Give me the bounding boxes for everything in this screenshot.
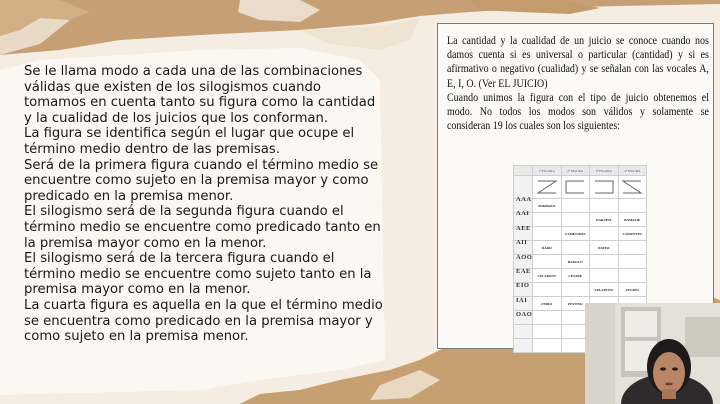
table-cell [561,241,590,255]
mode-label: OAO [516,311,533,319]
table-cell [618,255,647,269]
table-cell: CAMESTRES [561,227,590,241]
card-paragraph-cantidad: La cantidad y la cualidad de un juicio se conoce cuando nos damos cuenta si es universal o particular (cantidad) y si es afirmativo o negativo (cualidad) y se señalan con las vocales A, E, I, O. (Ver EL JUICIO) [447,35,709,90]
table-header-row [514,166,647,176]
body-text [24,64,384,345]
mode-label: AAI [516,210,530,218]
table-cell [618,269,647,283]
table-header-cell: 1ª FIGURA [533,166,562,176]
table-cell [561,283,590,297]
mode-label: IAI [516,296,528,304]
table-cell [533,227,562,241]
table-cell [533,339,562,353]
paragraph-cuarta-figura: La cuarta figura es aquella en la que el término medio se encuentra como predicado en la premisa mayor y como sujeto en la premisa menor. [24,297,383,345]
paragraph-tercera-figura: El silogismo será de la tercera figura cuando el término medio se encuentre como sujeto tanto en la premisa mayor como en la menor. [24,251,372,298]
figure-2-diagram [561,176,590,199]
table-header-cell: 2ª FIGURA [561,166,590,176]
table-cell: FESTINO [561,297,590,311]
figure-1-diagram [533,176,562,199]
table-cell [618,199,647,213]
table-row [514,199,647,213]
table-cell [590,199,619,213]
card-paragraph-modo: Cuando unimos la figura con el tipo de juicio obtenemos el modo. No todos los modos son válidos y solamente se consideran 19 los cuales son los siguientes: [447,91,709,133]
paragraph-figura: La figura se identifica según el lugar que ocupe el término medio dentro de las premisas. [24,126,355,157]
table-cell [533,311,562,325]
figure-3-diagram [590,176,619,199]
mode-label: AOO [516,253,533,261]
mode-label: AEE [516,224,531,232]
table-cell [590,227,619,241]
table-cell: BARBARA [533,199,562,213]
table-cell [533,255,562,269]
table-cell: FELAPTON [590,283,619,297]
table-cell: DARII [533,241,562,255]
mode-label: AAA [516,196,532,203]
table-row [514,255,647,269]
table-header-cell: 4ª FIGURA [618,166,647,176]
table-cell [618,241,647,255]
table-cell [533,325,562,339]
table-cell: CAMENTES [618,227,647,241]
table-cell [533,283,562,297]
presenter-image [585,303,720,404]
table-cell: CELARENT [533,269,562,283]
table-cell: CESARE [561,269,590,283]
table-row [514,283,647,297]
table-cell: DATISI [590,241,619,255]
table-header-cell: 3ª FIGURA [590,166,619,176]
mode-label: EAE [516,268,531,275]
figure-4-diagram [618,176,647,199]
paragraph-primera-figura: Será de la primera figura cuando el término medio se encuentre como sujeto en la premisa mayor y como predicado en la premisa menor. [24,157,379,204]
paragraph-modo: Se le llama modo a cada una de las combinaciones válidas que existen de los silogismos cuando tomamos en cuenta tanto su figura como la cantidad y la cualidad de los juicios que los conforman. [24,64,376,126]
table-cell: BAMALIP [618,213,647,227]
table-row [514,227,647,241]
card-text [447,34,709,133]
table-header-cell [514,166,533,176]
table-cell [514,339,533,353]
table-cell [514,325,533,339]
table-cell: BAROCO [561,255,590,269]
table-cell: FESAPO [618,283,647,297]
table-cell [533,213,562,227]
mode-label: EIO [516,282,530,290]
paragraph-segunda-figura: El silogismo será de la segunda figura cuando el término medio se encuentre como predicado tanto en la premisa mayor como en la menor. [24,204,381,251]
figure-diagram-row [514,176,647,199]
mode-label: AII [516,239,528,247]
table-cell [561,199,590,213]
table-cell [590,269,619,283]
webcam-video [585,303,720,404]
table-cell: DARAPTI [590,213,619,227]
table-cell [590,255,619,269]
table-cell: FERIO [533,297,562,311]
table-row [514,241,647,255]
table-row [514,213,647,227]
table-row [514,269,647,283]
table-cell [561,213,590,227]
